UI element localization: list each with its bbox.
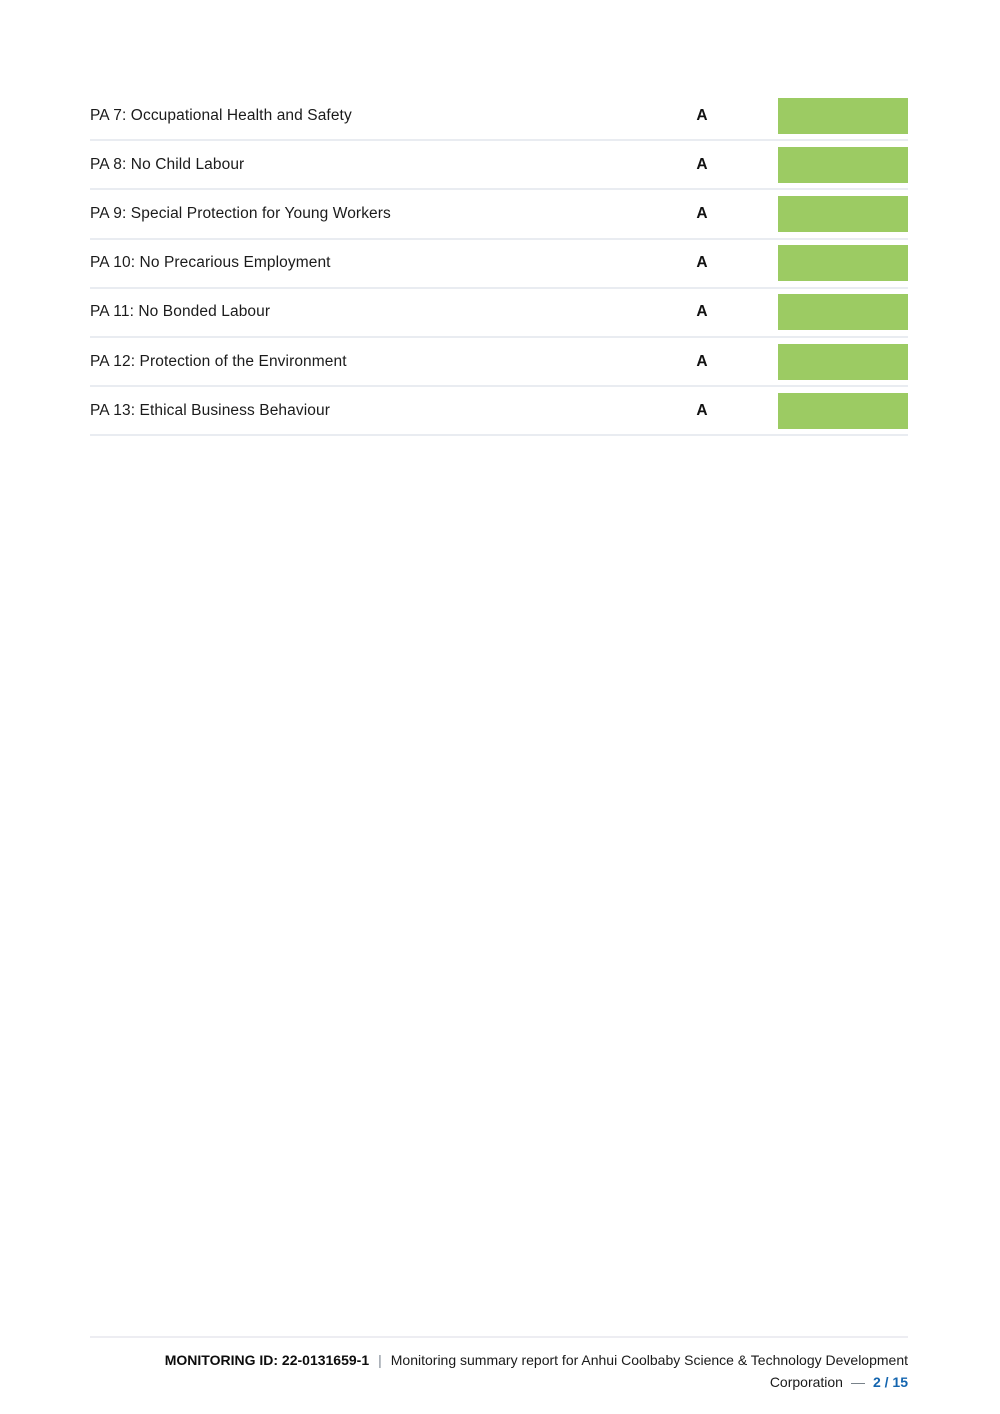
- pa-rating-bar: [778, 245, 908, 281]
- page-number: 2 / 15: [872, 1374, 908, 1390]
- pa-row-label: PA 12: Protection of the Environment: [90, 352, 347, 370]
- pa-rating-bar: [778, 98, 908, 134]
- pa-row-label: PA 13: Ethical Business Behaviour: [90, 401, 330, 419]
- table-row: [90, 240, 908, 289]
- pa-rating-grade: A: [696, 106, 708, 124]
- pa-rating-bar: [778, 294, 908, 330]
- pa-row-label: PA 11: No Bonded Labour: [90, 303, 271, 321]
- report-title-continued: Corporation: [769, 1374, 843, 1390]
- footer-divider: |: [378, 1352, 382, 1368]
- footer-dash: —: [850, 1374, 865, 1390]
- pa-rating-grade: A: [696, 254, 708, 272]
- table-row: [90, 141, 908, 190]
- pa-rating-grade: A: [696, 352, 708, 370]
- pa-rating-bar: [778, 393, 908, 429]
- footer-line-1: [90, 1349, 908, 1371]
- pa-row-label: PA 10: No Precarious Employment: [90, 254, 331, 272]
- pa-row-label: PA 8: No Child Labour: [90, 155, 245, 173]
- pa-rating-grade: A: [696, 155, 708, 173]
- pa-rating-bar: [778, 196, 908, 232]
- pa-rating-grade: A: [696, 401, 708, 419]
- report-title: Monitoring summary report for Anhui Coolbaby Science & Technology Development: [390, 1352, 908, 1368]
- page-footer: [90, 1336, 908, 1393]
- monitoring-id: MONITORING ID: 22-0131659-1: [164, 1352, 370, 1368]
- pa-row-label: PA 9: Special Protection for Young Workers: [90, 204, 391, 222]
- performance-areas-table: [90, 92, 908, 436]
- pa-rating-bar: [778, 344, 908, 380]
- pa-rating-grade: A: [696, 204, 708, 222]
- table-row: [90, 338, 908, 387]
- pa-rating-grade: A: [696, 303, 708, 321]
- table-row: [90, 289, 908, 338]
- pa-rating-bar: [778, 147, 908, 183]
- table-row: [90, 387, 908, 436]
- table-row: [90, 92, 908, 141]
- pa-row-label: PA 7: Occupational Health and Safety: [90, 106, 352, 124]
- footer-line-2: [90, 1371, 908, 1393]
- table-row: [90, 190, 908, 239]
